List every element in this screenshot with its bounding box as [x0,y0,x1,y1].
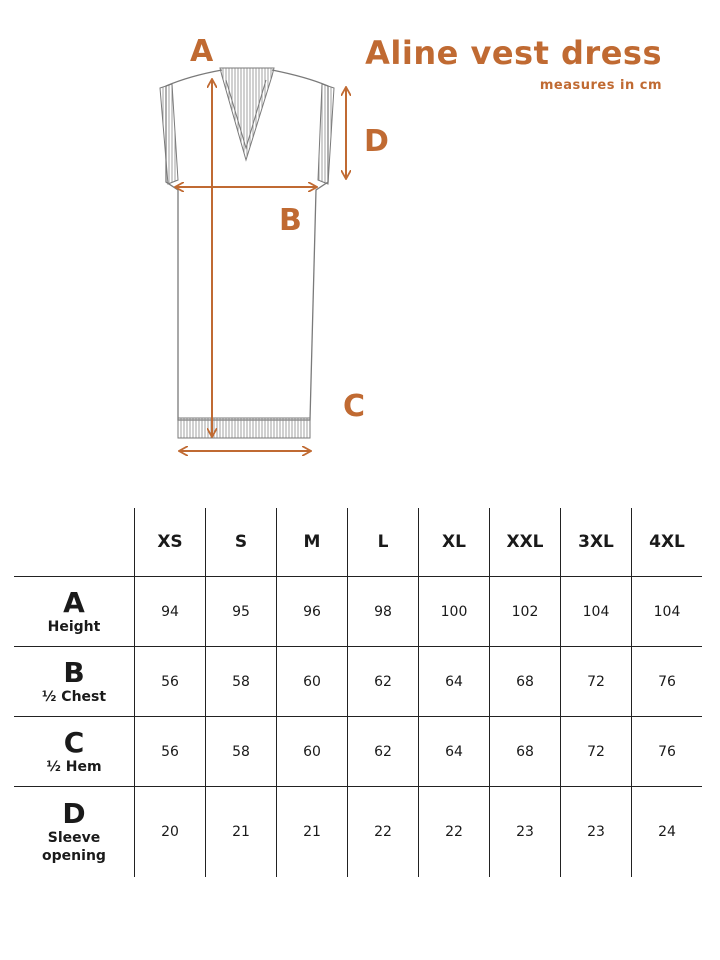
label-a: A [190,34,214,69]
table-row-chest [14,647,702,717]
units-note: measures in cm [539,78,662,93]
row-name: ½ Chest [41,688,107,705]
table-cell: 23 [490,787,561,877]
table-row-height [14,577,702,647]
size-header: XS [135,508,206,577]
row-header [14,717,135,787]
table-cell: 56 [135,647,206,717]
label-b: B [279,203,302,238]
table-row-sleeve [14,787,702,877]
table-cell: 56 [135,717,206,787]
table-cell: 24 [658,823,676,840]
table-cell: 20 [135,787,206,877]
table-cell: 68 [490,717,561,787]
table-row-hem [14,717,702,787]
table-cell: 100 [419,577,490,647]
row-name-line1: Sleeve [47,829,101,846]
table-cell: 60 [277,717,348,787]
table-cell: 64 [419,717,490,787]
table-cell: 62 [348,647,419,717]
table-cell: 94 [135,577,206,647]
table-cell: 62 [348,717,419,787]
table-cell: 98 [348,577,419,647]
table-cell: 72 [561,717,632,787]
row-letter: B [63,655,85,689]
row-name: Height [47,618,101,635]
row-letter: D [62,796,86,830]
table-cell: 96 [277,577,348,647]
table-cell: 104 [561,577,632,647]
table-cell: 64 [419,647,490,717]
row-name-line2: opening [42,847,106,864]
size-header: 3XL [561,508,632,577]
size-header: XXL [490,508,561,577]
row-name: ½ Hem [46,758,102,775]
size-header-row [14,508,702,577]
table-cell: 76 [632,717,703,787]
page-title: Aline vest dress [365,34,662,72]
table-cell: 102 [490,577,561,647]
table-cell: 95 [206,577,277,647]
table-cell: 58 [206,717,277,787]
size-header: XL [419,508,490,577]
size-header: S [206,508,277,577]
row-header [14,577,135,647]
table-cell: 21 [206,787,277,877]
row-letter: A [63,585,85,619]
size-header: L [348,508,419,577]
size-chart-table [14,508,702,877]
size-header: 4XL [632,508,703,577]
table-cell: 72 [561,647,632,717]
table-cell: 22 [419,787,490,877]
table-cell: 22 [348,787,419,877]
dress-outline [160,68,334,438]
table-cell: 21 [277,787,348,877]
table-cell: 76 [632,647,703,717]
row-letter: C [63,725,85,759]
row-header [14,647,135,717]
row-header [14,787,135,877]
size-header: M [277,508,348,577]
table-cell: 58 [206,647,277,717]
table-cell: 23 [561,787,632,877]
table-corner [14,508,135,577]
table-cell: 68 [490,647,561,717]
table-cell: 104 [632,577,703,647]
label-d: D [364,124,389,159]
label-c: C [343,389,366,424]
table-cell: 60 [277,647,348,717]
